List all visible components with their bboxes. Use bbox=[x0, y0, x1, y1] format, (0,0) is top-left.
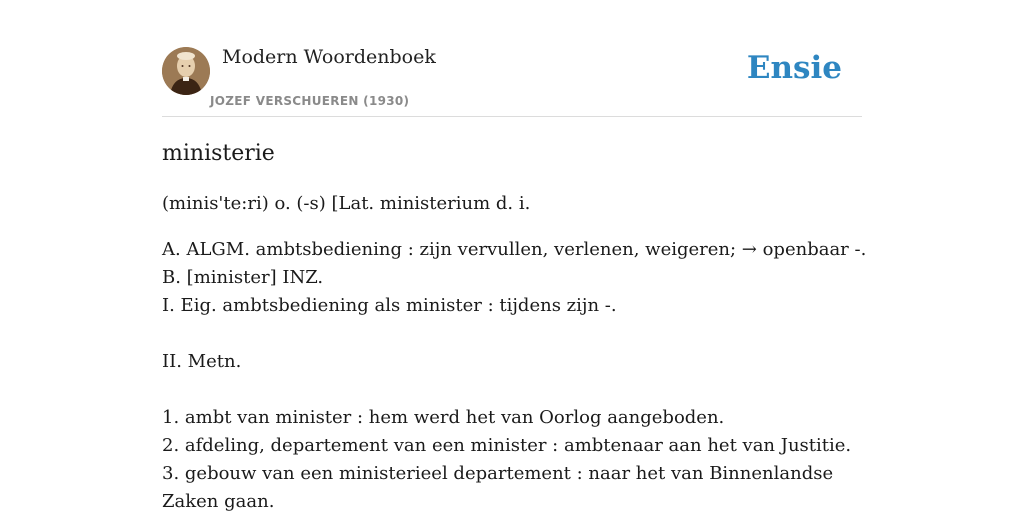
definition-line: 1. ambt van minister : hem werd het van Oorlog aangeboden. bbox=[162, 407, 725, 428]
definition-line: B. [minister] INZ. bbox=[162, 267, 324, 288]
portrait-icon bbox=[162, 47, 210, 95]
entry-headword: ministerie bbox=[162, 141, 275, 166]
brand-logo[interactable]: Ensie bbox=[746, 50, 842, 86]
entry-pronunciation: (minis'te:ri) o. (-s) [Lat. ministerium d. i. bbox=[162, 193, 531, 214]
definition-line: 2. afdeling, departement van een minister : ambtenaar aan het van Justitie. bbox=[162, 435, 852, 456]
book-author: JOZEF VERSCHUEREN (1930) bbox=[210, 94, 410, 108]
source-header bbox=[162, 46, 862, 117]
entry-definition bbox=[162, 236, 867, 512]
definition-line: A. ALGM. ambtsbediening : zijn vervullen, verlenen, weigeren; → openbaar -. bbox=[162, 239, 867, 260]
line-break bbox=[162, 376, 862, 404]
definition-line: II. Metn. bbox=[162, 351, 242, 372]
book-title[interactable]: Modern Woordenboek bbox=[222, 46, 436, 68]
line-break bbox=[162, 320, 862, 348]
definition-line: I. Eig. ambtsbediening als minister : tijdens zijn -. bbox=[162, 295, 617, 316]
entry-content bbox=[162, 138, 867, 512]
author-avatar[interactable] bbox=[162, 47, 210, 95]
definition-line: 3. gebouw van een ministerieel departement : naar het van Binnenlandse Zaken gaan. bbox=[162, 463, 834, 512]
